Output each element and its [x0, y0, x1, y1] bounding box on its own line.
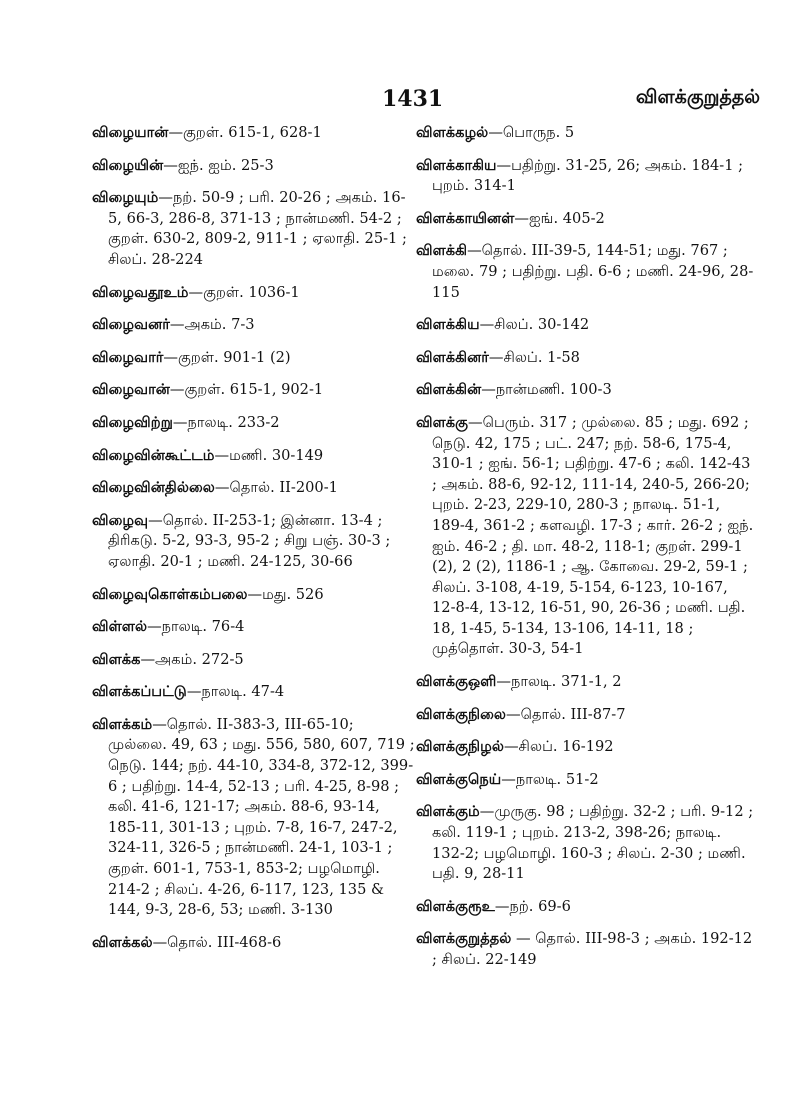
- index-entry: [416, 348, 754, 369]
- index-entry: [416, 897, 754, 918]
- entry-headword: விழையின்: [92, 156, 164, 174]
- entry-headword: விளக்காகிய: [416, 156, 497, 174]
- index-entry: [416, 156, 754, 197]
- entry-headword: விழைவின்கூட்டம்: [92, 446, 215, 464]
- entry-headword: விழைவிற்று: [92, 413, 173, 431]
- index-entry: [92, 123, 417, 144]
- entry-references: —சிலப். 1-58: [488, 348, 580, 366]
- index-entry: [416, 413, 754, 660]
- index-entry: [416, 770, 754, 791]
- page-number: 1431: [382, 86, 444, 112]
- entry-headword: விளக்கும்: [416, 803, 480, 821]
- entry-references: — தொல். III-98-3 ; அகம். 192-12 ; சிலப். 22-149: [432, 930, 753, 968]
- entry-references: —பெரும். 317 ; முல்லை. 85 ; மது. 692 ; நெடு. 42, 175 ; பட். 247; நற். 58-6, 175-4, 310-1 ; ஐங். 56-1; பதிற்று. 47-6 ; கலி. 142-43 ; அகம். 88-6, 92-12, 111-14, 240-5, 266-20; புறம். 2-23, 229-10, 280-3 ; நாலடி. 51-1, 189-4, 361-2 ; களவழி. 17-3 ; கார். 26-2 ; ஐந். ஐம். 46-2 ; தி. மா. 48-2, 118-1; குறள். 299-1 (2), 2 (2), 1186-1 ; ஆ. கோவை. 29-2, 59-1 ; சிலப். 3-108, 4-19, 5-154, 6-123, 10-167, 12-8-4, 13-12, 16-51, 90, 26-36 ; மணி. பதி. 18, 1-45, 5-134, 13-106, 14-11, 18 ; முத்தொள். 30-3, 54-1: [432, 413, 754, 658]
- entry-references: —நாலடி. 51-2: [501, 770, 599, 788]
- entry-headword: விழைவார்: [92, 348, 164, 366]
- entry-references: —ஐங். 405-2: [514, 209, 605, 227]
- index-entry: [92, 446, 417, 467]
- index-entry: [92, 933, 417, 954]
- entry-headword: விழைவுகொள்கம்பலை: [92, 585, 248, 603]
- entry-references: —மணி. 30-149: [214, 446, 324, 464]
- index-entry: [416, 705, 754, 726]
- entry-headword: விள்ளல்: [92, 618, 148, 636]
- index-entry: [92, 188, 417, 270]
- entry-references: —தொல். II-200-1: [214, 479, 338, 497]
- entry-headword: விழையும்: [92, 189, 159, 207]
- index-entry: [92, 380, 417, 401]
- entry-headword: விளக்குநிழல்: [416, 738, 504, 756]
- entry-references: —நாலடி. 76-4: [147, 618, 245, 636]
- index-entry: [92, 156, 417, 177]
- index-entry: [92, 315, 417, 336]
- page-header: [0, 86, 800, 120]
- index-entry: [92, 682, 417, 703]
- entry-headword: விளக்குநிலை: [416, 705, 506, 723]
- entry-headword: விளக்க: [92, 650, 141, 668]
- entry-references: —சிலப். 16-192: [503, 738, 614, 756]
- entry-headword: விளக்கல்: [92, 933, 153, 951]
- index-entry: [416, 929, 754, 970]
- entry-references: —தொல். II-253-1; இன்னா. 13-4 ; திரிகடு. 5-2, 93-3, 95-2 ; சிறு பஞ். 30-3 ; ஏலாதி. 20-1 ; மணி. 24-125, 30-66: [108, 511, 391, 570]
- entry-references: —தொல். III-468-6: [152, 933, 282, 951]
- entry-references: —முருகு. 98 ; பதிற்று. 32-2 ; பரி. 9-12 ; கலி. 119-1 ; புறம். 213-2, 398-26; நாலடி. 132-2; பழமொழி. 160-3 ; சிலப். 2-30 ; மணி. பதி. 9, 28-11: [432, 803, 754, 883]
- left-column: [92, 123, 417, 965]
- index-entry: [92, 650, 417, 671]
- entry-headword: விளக்கி: [416, 242, 468, 260]
- entry-references: —பொருந. 5: [488, 124, 575, 141]
- index-entry: [416, 241, 754, 303]
- index-entry: [416, 380, 754, 401]
- entry-headword: விளக்கிய: [416, 316, 480, 334]
- entry-references: —ஐந். ஐம். 25-3: [163, 156, 274, 174]
- entry-headword: விளக்கு: [416, 413, 468, 431]
- entry-headword: விளக்குறுத்தல்: [416, 930, 512, 948]
- index-entry: [92, 348, 417, 369]
- entry-references: —தொல். III-39-5, 144-51; மது. 767 ; மலை. 79 ; பதிற்று. பதி. 6-6 ; மணி. 24-96, 28-115: [432, 242, 754, 301]
- entry-references: —அகம். 7-3: [169, 316, 255, 334]
- entry-references: —தொல். III-87-7: [506, 705, 626, 723]
- index-entry: [416, 672, 754, 693]
- running-head: விளக்குறுத்தல்: [635, 86, 760, 108]
- entry-headword: விழைவனர்: [92, 316, 170, 334]
- entry-headword: விழைவு: [92, 511, 149, 529]
- index-entry: [416, 737, 754, 758]
- entry-headword: விழைவின்தில்லை: [92, 479, 215, 497]
- entry-headword: விளக்கம்: [92, 715, 153, 733]
- index-entry: [92, 478, 417, 499]
- index-entry: [92, 413, 417, 434]
- right-column: [416, 123, 754, 983]
- entry-headword: விளக்கழல்: [416, 124, 489, 141]
- entry-references: —நான்மணி. 100-3: [481, 381, 612, 399]
- index-entry: [416, 123, 754, 144]
- index-entry: [416, 315, 754, 336]
- entry-headword: விளக்குரூஉ: [416, 897, 495, 915]
- index-entry: [92, 283, 417, 304]
- index-entry: [416, 209, 754, 230]
- entry-headword: விளக்கின்: [416, 381, 482, 399]
- entry-references: —குறள். 1036-1: [188, 283, 300, 301]
- entry-references: —நாலடி. 371-1, 2: [496, 673, 622, 691]
- entry-headword: விளக்கப்பட்டு: [92, 683, 187, 701]
- entry-references: —நற். 50-9 ; பரி. 20-26 ; அகம். 16-5, 66-3, 286-8, 371-13 ; நான்மணி. 54-2 ; குறள். 630-2, 809-2, 911-1 ; ஏலாதி. 25-1 ; சிலப். 28-224: [108, 189, 407, 268]
- index-entry: [416, 802, 754, 884]
- entry-references: —தொல். II-383-3, III-65-10; முல்லை. 49, 63 ; மது. 556, 580, 607, 719 ; நெடு. 144; நற். 44-10, 334-8, 372-12, 399-6 ; பதிற்று. 14-4, 52-13 ; பரி. 4-25, 8-98 ; கலி. 41-6, 121-17; அகம். 88-6, 93-14, 185-11, 301-13 ; புறம். 7-8, 16-7, 247-2, 324-11, 326-5 ; நான்மணி. 24-1, 103-1 ; குறள். 601-1, 753-1, 853-2; பழமொழி. 214-2 ; சிலப். 4-26, 6-117, 123, 135 & 144, 9-3, 28-6, 53; மணி. 3-130: [108, 715, 415, 919]
- index-entry: [92, 511, 417, 573]
- entry-headword: விழைவான்: [92, 381, 170, 399]
- entry-references: —நற். 69-6: [494, 897, 571, 915]
- entry-headword: விளக்குநெய்: [416, 770, 502, 788]
- index-entry: [92, 715, 417, 921]
- entry-references: —குறள். 615-1, 628-1: [168, 124, 322, 141]
- entry-references: —மது. 526: [247, 585, 324, 603]
- entry-headword: விளக்கினர்: [416, 348, 489, 366]
- entry-references: —பதிற்று. 31-25, 26; அகம். 184-1 ; புறம். 314-1: [432, 156, 744, 195]
- entry-headword: விழைவதூஉம்: [92, 283, 189, 301]
- entry-references: —நாலடி. 233-2: [172, 413, 280, 431]
- entry-references: —நாலடி. 47-4: [186, 683, 285, 701]
- entry-references: —குறள். 615-1, 902-1: [169, 381, 324, 399]
- entry-headword: விளக்காயினள்: [416, 209, 515, 227]
- index-entry: [92, 617, 417, 638]
- entry-references: —சிலப். 30-142: [479, 316, 590, 334]
- index-entry: [92, 585, 417, 606]
- entry-references: —அகம். 272-5: [140, 650, 244, 668]
- entry-references: —குறள். 901-1 (2): [163, 348, 291, 366]
- entry-headword: விளக்குஒளி: [416, 673, 497, 691]
- entry-headword: விழையான்: [92, 124, 169, 141]
